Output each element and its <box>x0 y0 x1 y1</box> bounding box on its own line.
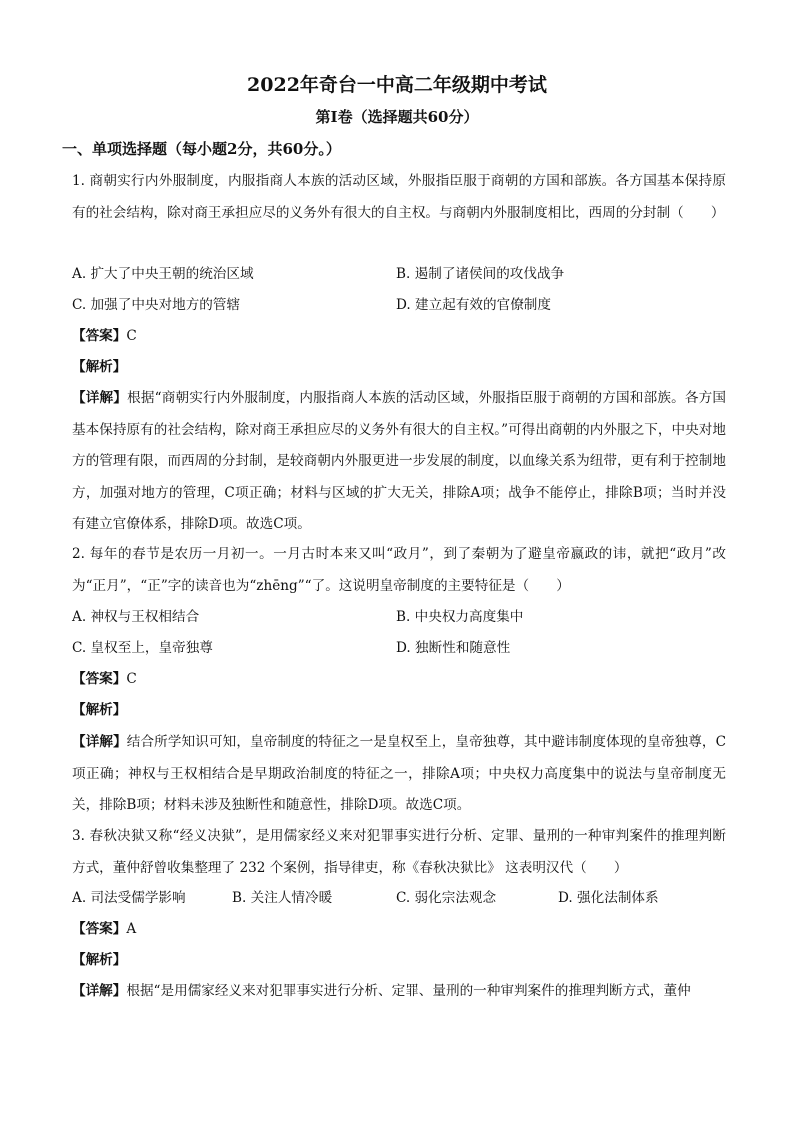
question-2-option-d: D. 独断性和随意性 <box>396 640 511 656</box>
answer-label: 【答案】 <box>72 921 127 937</box>
question-1-option-a: A. 扩大了中央王朝的统治区域 <box>72 266 254 282</box>
question-2-option-c: C. 皇权至上，皇帝独尊 <box>72 640 213 656</box>
section-heading: 一、单项选择题（每小题2分，共60分。） <box>62 140 341 158</box>
question-1-option-d: D. 建立起有效的官僚制度 <box>396 297 551 313</box>
exam-title: 2022年奇台一中高二年级期中考试 <box>247 74 547 96</box>
question-3-option-a: A. 司法受儒学影响 <box>72 890 186 906</box>
question-3-option-b: B. 关注人情冷暖 <box>232 890 333 906</box>
detail-text: 根据“是用儒家经义来对犯罪事实进行分析、定罪、量刑的一种审判案件的推理判断方式，董仲 <box>126 983 691 999</box>
question-1-answer <box>72 326 137 346</box>
question-1-option-b: B. 遏制了诸侯间的攻伐战争 <box>396 266 565 282</box>
exam-subtitle: 第Ⅰ卷（选择题共60分） <box>315 108 479 126</box>
question-2-answer <box>72 669 137 689</box>
question-3-option-d: D. 强化法制体系 <box>558 890 659 906</box>
question-1-option-c: C. 加强了中央对地方的管辖 <box>72 297 241 313</box>
question-2-stem: 2. 每年的春节是农历一月初一。一月古时本来又叫“政月”，到了秦朝为了避皇帝嬴政的讳，就把“政月”改为“正月”，“正”字的读音也为“zhēng”“了。这说明皇帝制度的主要特征是（ ） <box>72 546 726 594</box>
question-2-analysis-label: 【解析】 <box>72 702 127 718</box>
answer-value: C <box>126 328 137 344</box>
answer-label: 【答案】 <box>72 671 127 687</box>
question-3-analysis-label: 【解析】 <box>72 952 127 968</box>
question-1-detail <box>72 383 726 541</box>
question-2-option-b: B. 中央权力高度集中 <box>396 609 524 625</box>
answer-value: C <box>126 671 137 687</box>
detail-label: 【详解】 <box>72 983 127 999</box>
answer-label: 【答案】 <box>72 328 127 344</box>
answer-value: A <box>126 921 137 937</box>
question-3-answer <box>72 919 136 939</box>
question-3-stem: 3. 春秋决狱又称“经义决狱”，是用儒家经义来对犯罪事实进行分析、定罪、量刑的一种审判案件的推理判断方式，董仲舒曾收集整理了 232 个案例，指导律吏，称《春秋决狱比》 这表明汉代（ ） <box>72 828 726 876</box>
detail-text: 根据“商朝实行内外服制度，内服指商人本族的活动区域，外服指臣服于商朝的方国和部族。各方国基本保持原有的社会结构，除对商王承担应尽的义务外有很大的自主权。”可得出商朝的内外服之下，中央对地方的管理有限，而西周的分封制，是较商朝内外服更进一步发展的制度，以血缘关系为纽带，更有利于控制地方，加强对地方的管理，C项正确；材料与区域的扩大无关，排除A项；战争不能停止，排除B项；当时并没有建立官僚体系，排除D项。故选C项。 <box>72 390 727 532</box>
question-2-option-a: A. 神权与王权相结合 <box>72 609 200 625</box>
detail-label: 【详解】 <box>72 390 128 406</box>
question-1-analysis-label: 【解析】 <box>72 359 127 375</box>
detail-text: 结合所学知识可知，皇帝制度的特征之一是皇权至上，皇帝独尊，其中避讳制度体现的皇帝独尊，C项正确；神权与王权相结合是早期政治制度的特征之一，排除A项；中央权力高度集中的说法与皇帝制度无关，排除B项；材料未涉及独断性和随意性，排除D项。故选C项。 <box>72 734 726 813</box>
question-3-option-c: C. 弱化宗法观念 <box>396 890 497 906</box>
question-2-detail <box>72 727 726 822</box>
question-3-detail <box>72 976 726 1008</box>
detail-label: 【详解】 <box>72 734 127 750</box>
question-1-stem: 1. 商朝实行内外服制度，内服指商人本族的活动区域，外服指臣服于商朝的方国和部族。各方国基本保持原有的社会结构，除对商王承担应尽的义务外有很大的自主权。与商朝内外服制度相比，西周的分封制（ ） <box>72 173 726 221</box>
